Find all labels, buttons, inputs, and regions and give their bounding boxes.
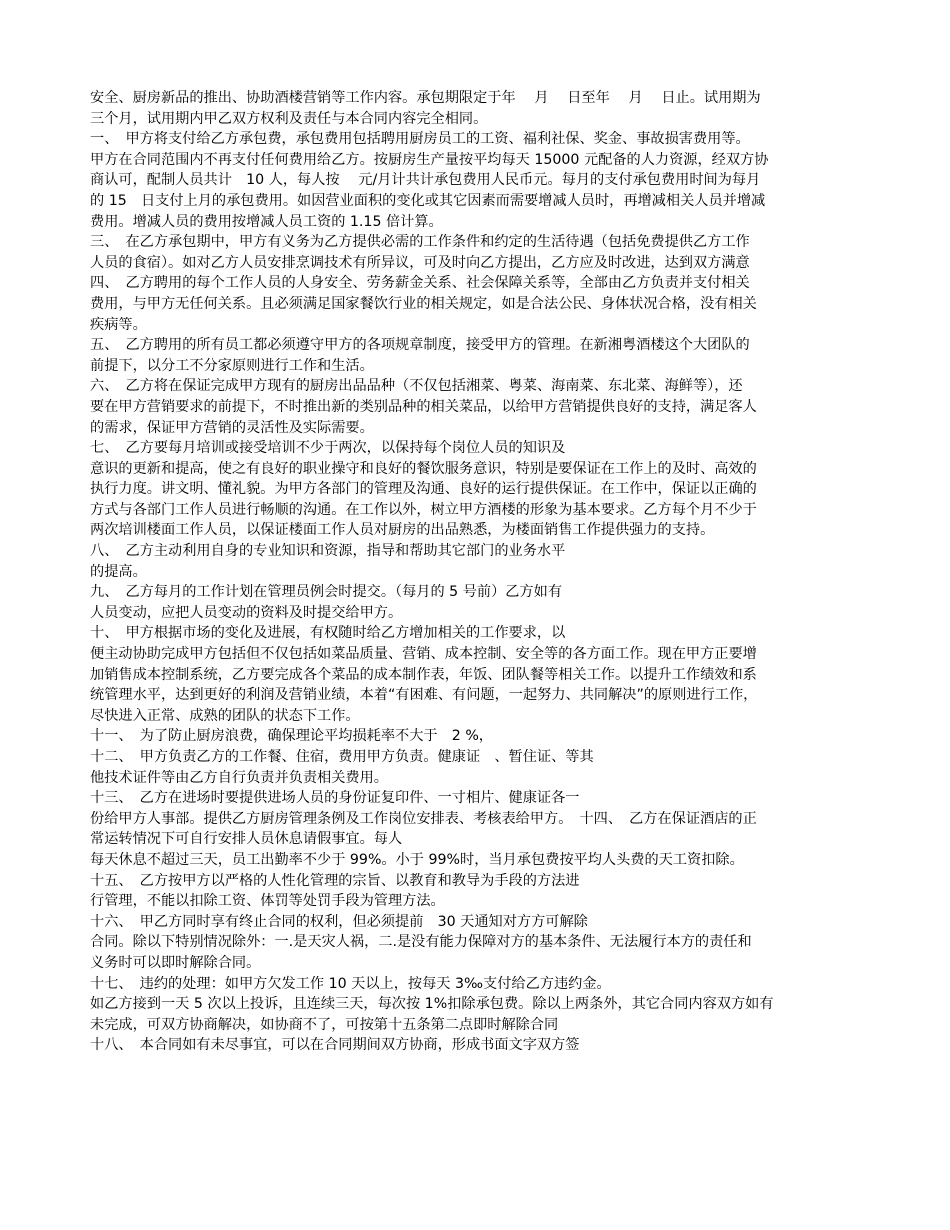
text-line: 统管理水平，达到更好的利润及营销业绩，本着“有困难、有问题，一起努力、共同解决”的原则进行工作， [90,687,758,704]
text-line: 十、 甲方根据市场的变化及进展，有权随时给乙方增加相关的工作要求，以 [90,625,566,642]
text-line: 的提高。 [90,563,147,580]
text-line: 十五、 乙方按甲方以严格的人性化管理的宗旨、以教育和教导为手段的方法进 [90,872,580,889]
text-line: 费用。增减人员的费用按增减人员工资的 1.15 倍计算。 [90,213,443,230]
text-line: 方式与各部门工作人员进行畅顺的沟通。在工作以外，树立甲方酒楼的形象为基本要求。乙方每个月不少于 [90,501,757,518]
text-line: 便主动协助完成甲方包括但不仅包括如菜品质量、营销、成本控制、安全等的各方面工作。现在甲方正要增 [90,646,757,663]
text-line: 的需求，保证甲方营销的灵活性及实际需要。 [90,419,374,436]
text-line: 安全、厨房新品的推出、协助酒楼营销等工作内容。承包期限定于年 月 日至年 月 日止。试用期为 [90,90,761,106]
text-line: 甲方在合同范围内不再支付任何费用给乙方。按厨房生产量按平均每天 15000 元配备的人力资源，经双方协 [90,151,769,168]
text-line: 执行力度。讲文明、懂礼貌。为甲方各部门的管理及沟通、良好的运行提供保证。在工作中，保证以正确的 [90,481,757,498]
text-line: 前提下，以分工不分家原则进行工作和生活。 [90,357,374,374]
text-line: 十七、 违约的处理：如甲方欠发工作 10 天以上，按每天 3‰支付给乙方违约金。 [90,975,611,992]
text-line: 五、 乙方聘用的所有员工都必须遵守甲方的各项规章制度，接受甲方的管理。在新湘粤酒楼这个大团队的 [90,337,750,354]
text-line: 要在甲方营销要求的前提下，不时推出新的类别品种的相关菜品，以给甲方营销提供良好的支持，满足客人 [90,398,757,415]
text-line: 份给甲方人事部。提供乙方厨房管理条例及工作岗位安排表、考核表给甲方。 十四、 乙方在保证酒店的正 [90,810,757,827]
text-line: 人员变动，应把人员变动的资料及时提交给甲方。 [90,604,403,621]
text-line: 六、 乙方将在保证完成甲方现有的厨房出品品种（不仅包括湘菜、粤菜、海南菜、东北菜、海鲜等），还 [90,378,743,395]
text-line: 常运转情况下可自行安排人员休息请假事宜。每人 [90,831,403,848]
text-line: 十八、 本合同如有未尽事宜，可以在合同期间双方协商，形成书面文字双方签 [90,1037,580,1054]
text-line: 未完成，可双方协商解决，如协商不了，可按第十五条第二点即时解除合同 [90,1016,559,1033]
text-line: 义务时可以即时解除合同。 [90,954,261,971]
text-line: 费用，与甲方无任何关系。且必须满足国家餐饮行业的相关规定，如是合法公民、身体状况合格，没有相关 [90,295,757,312]
text-line: 四、 乙方聘用的每个工作人员的人身安全、劳务薪金关系、社会保障关系等，全部由乙方负责并支付相关 [90,275,750,292]
text-line: 行管理，不能以扣除工资、体罚等处罚手段为管理方法。 [90,893,445,910]
text-line: 两次培训楼面工作人员，以保证楼面工作人员对厨房的出品熟悉，为楼面销售工作提供强力的支持。 [90,522,715,539]
text-line: 十二、 甲方负责乙方的工作餐、住宿，费用甲方负责。健康证 、暂住证、等其 [90,749,594,765]
text-line: 尽快进入正常、成熟的团队的状态下工作。 [90,707,360,724]
text-line: 如乙方接到一天 5 次以上投诉，且连续三天，每次按 1%扣除承包费。除以上两条外，其它合同内容双方如有 [90,996,774,1013]
text-line: 每天休息不超过三天，员工出勤率不少于 99%。小于 99%时，当月承包费按平均人头费的天工资扣除。 [90,851,744,868]
text-line: 人员的食宿）。如对乙方人员安排烹调技术有所异议，可及时向乙方提出，乙方应及时改进，达到双方满意 [90,254,750,271]
text-line: 十一、 为了防止厨房浪费，确保理论平均损耗率不大于 2 %， [90,728,493,745]
text-line: 加销售成本控制系统，乙方要完成各个菜品的成本制作表，年饭、团队餐等相关工作。以提升工作绩效和系 [90,666,757,683]
text-line: 意识的更新和提高，使之有良好的职业操守和良好的餐饮服务意识，特别是要保证在工作上的及时、高效的 [90,460,757,477]
text-line: 他技术证件等由乙方自行负责并负责相关费用。 [90,769,388,786]
text-line: 七、 乙方要每月培训或接受培训不少于两次，以保持每个岗位人员的知识及 [90,440,566,457]
contract-document [90,88,870,1056]
text-line: 三个月，试用期内甲乙双方权利及责任与本合同内容完全相同。 [90,110,488,127]
text-line: 商认可，配制人员共计 10 人，每人按 元/月计共计承包费用人民币元。每月的支付承包费用时间为每月 [90,172,761,189]
text-line: 十六、 甲乙方同时享有终止合同的权利，但必须提前 30 天通知对方方可解除 [90,913,588,930]
text-line: 疾病等。 [90,316,147,333]
text-line: 八、 乙方主动利用自身的专业知识和资源，指导和帮助其它部门的业务水平 [90,543,566,560]
text-line: 合同。除以下特别情况除外：一.是天灾人祸，二.是没有能力保障对方的基本条件、无法履行本方的责任和 [90,934,752,951]
text-line: 的 15 日支付上月的承包费用。如因营业面积的变化或其它因素而需要增减人员时，再增减相关人员并增减 [90,192,766,209]
text-line: 九、 乙方每月的工作计划在管理员例会时提交。（每月的 5 号前）乙方如有 [90,584,563,601]
text-line: 十三、 乙方在进场时要提供进场人员的身份证复印件、一寸相片、健康证各一 [90,790,580,807]
text-line: 三、 在乙方承包期中，甲方有义务为乙方提供必需的工作条件和约定的生活待遇（包括免费提供乙方工作 [90,234,750,251]
text-line: 一、 甲方将支付给乙方承包费，承包费用包括聘用厨房员工的工资、福利社保、奖金、事故损害费用等。 [90,131,750,148]
